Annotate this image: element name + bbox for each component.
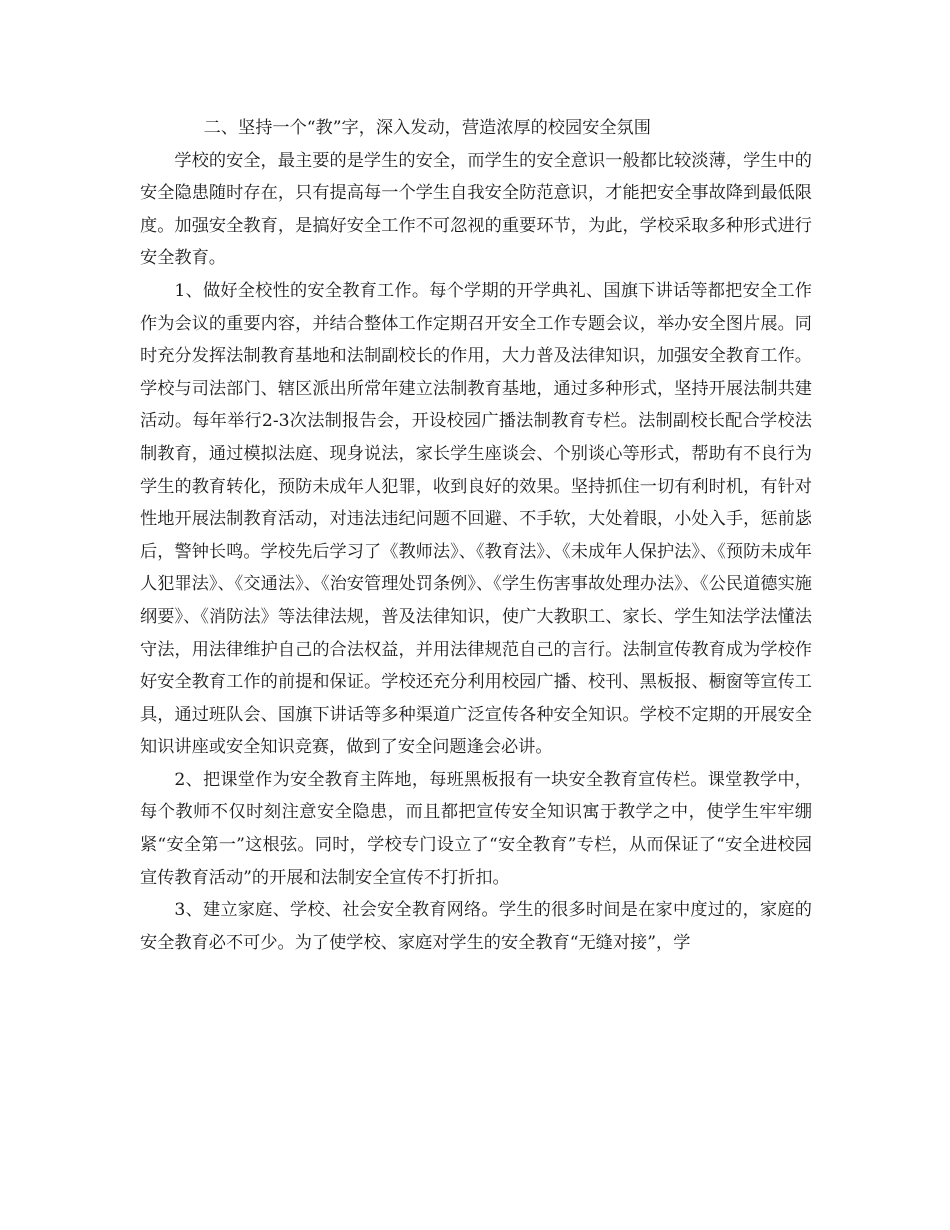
- paragraph-intro: 学校的安全，最主要的是学生的安全，而学生的安全意识一般都比较淡薄，学生中的安全隐患随时存在，只有提高每一个学生自我安全防范意识，才能把安全事故降到最低限度。加强安全教育，是搞好安全工作不可忽视的重要环节，为此，学校采取多种形式进行安全教育。: [140, 150, 812, 269]
- section-heading: 二、坚持一个“教”字，深入发动，营造浓厚的校园安全氛围: [203, 118, 651, 138]
- paragraph-item-1: 1、做好全校性的安全教育工作。每个学期的开学典礼、国旗下讲话等都把安全工作作为会议的重要内容，并结合整体工作定期召开安全工作专题会议，举办安全图片展。同时充分发挥法制教育基地和法制副校长的作用，大力普及法律知识，加强安全教育工作。学校与司法部门、辖区派出所常年建立法制教育基地，通过多种形式，坚持开展法制共建活动。每年举行2-3次法制报告会，开设校园广播法制教育专栏。法制副校长配合学校法制教育，通过模拟法庭、现身说法，家长学生座谈会、个别谈心等形式，帮助有不良行为学生的教育转化，预防未成年人犯罪，收到良好的效果。坚持抓住一切有利时机，有针对性地开展法制教育活动，对违法违纪问题不回避、不手软，大处着眼，小处入手，惩前毖后，警钟长鸣。学校先后学习了《教师法》、《教育法》、《未成年人保护法》、《预防未成年人犯罪法》、《交通法》、《治安管理处罚条例》、《学生伤害事故处理办法》、《公民道德实施纲要》、《消防法》等法律法规，普及法律知识，使广大教职工、家长、学生知法学法懂法守法，用法律维护自己的合法权益，并用法律规范自己的言行。法制宣传教育成为学校作好安全教育工作的前提和保证。学校还充分利用校园广播、校刊、黑板报、橱窗等宣传工具，通过班队会、国旗下讲话等多种渠道广泛宣传各种安全知识。学校不定期的开展安全知识讲座或安全知识竞赛，做到了安全问题逢会必讲。: [140, 280, 812, 758]
- paragraph-item-3: 3、建立家庭、学校、社会安全教育网络。学生的很多时间是在家中度过的，家庭的安全教育必不可少。为了使学校、家庭对学生的安全教育“无缝对接”，学: [140, 900, 812, 953]
- paragraph-item-2: 2、把课堂作为安全教育主阵地，每班黑板报有一块安全教育宣传栏。课堂教学中，每个教师不仅时刻注意安全隐患，而且都把宣传安全知识寓于教学之中，使学生牢牢绷紧“安全第一”这根弦。同时，学校专门设立了“安全教育”专栏，从而保证了“安全进校园宣传教育活动”的开展和法制安全宣传不打折扣。: [140, 769, 812, 888]
- document-body: [140, 112, 812, 959]
